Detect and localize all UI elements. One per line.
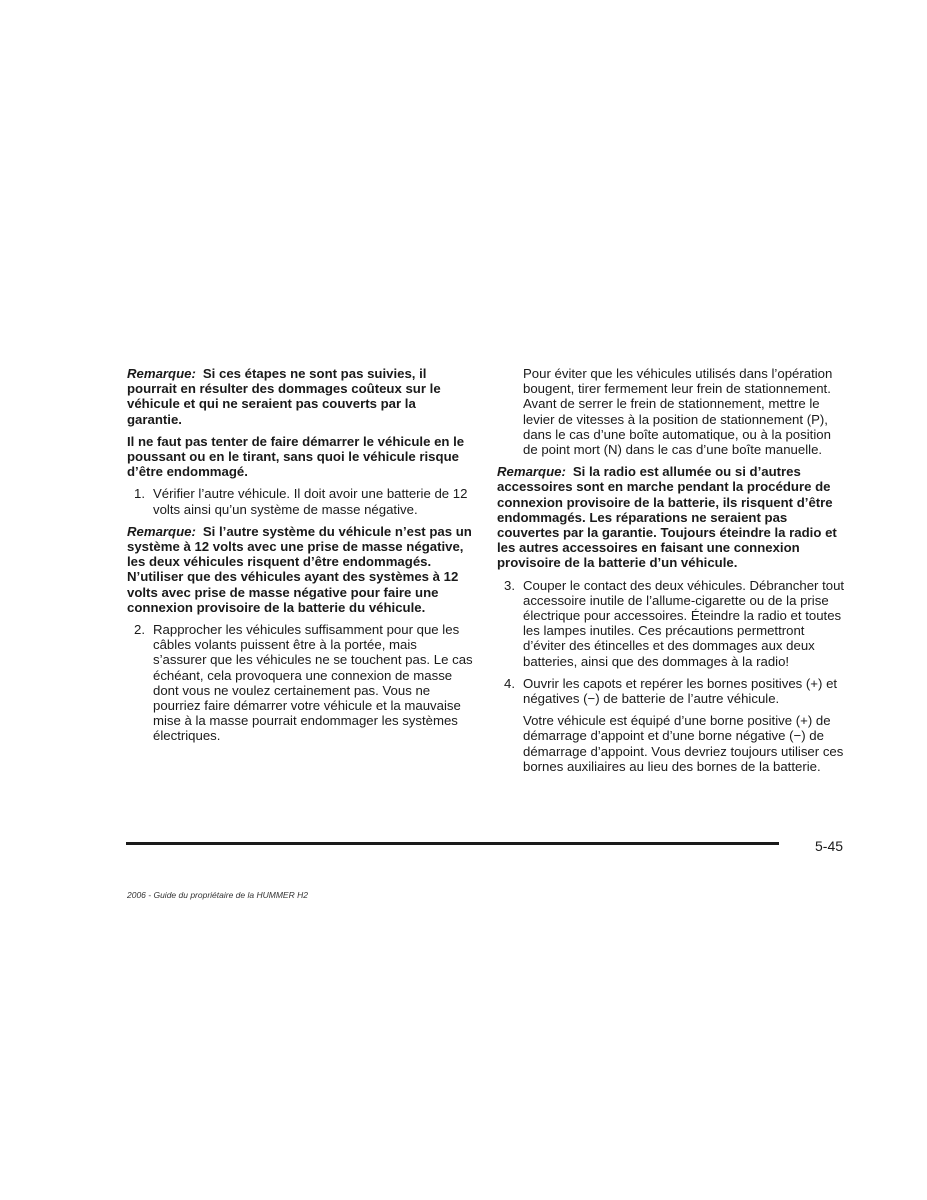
note-label: Remarque: xyxy=(127,366,196,381)
warning-paragraph: Il ne faut pas tenter de faire démarrer le véhicule en le poussant ou en le tirant, sans quoi le véhicule risque d’être endommagé. xyxy=(127,433,465,480)
step-item-1 xyxy=(127,486,473,516)
note-text: Si ces étapes ne sont pas suivies, il pourrait en résulter des dommages coûteux sur le véhicule et qui ne seraient pas couverts par la garantie. xyxy=(127,366,441,427)
note-label: Remarque: xyxy=(127,523,196,539)
step-continuation: Pour éviter que les véhicules utilisés dans l’opération bougent, tirer fermement leur frein de stationnement. Avant de serrer le frein de stationnement, mettre le levier de vitesses à la position de stationnement (P), dans le cas d’une boîte automatique, ou à la position de point mort (N) dans le cas d’une boîte manuelle. xyxy=(523,366,833,458)
step-number: 2. xyxy=(134,622,145,638)
note-label: Remarque: xyxy=(497,464,566,480)
step-item-4 xyxy=(497,676,845,706)
note-text: Si la radio est allumée ou si d’autres accessoires sont en marche pendant la procédure de connexion provisoire de la batterie, ils risquent d’être endommagés. Les réparations ne seraient pas couvertes par la garantie. Toujours éteindre la radio et les autres accessoires en faisant une connexion provisoire de la batterie d’un véhicule. xyxy=(497,464,837,571)
footer-text: 2006 - Guide du propriétaire de la HUMMER H2 xyxy=(127,890,308,900)
right-column xyxy=(497,366,845,781)
step-item-3 xyxy=(497,578,845,669)
step-detail: Votre véhicule est équipé d’une borne positive (+) de démarrage d’appoint et d’une borne négative (−) de démarrage d’appoint. Vous devriez toujours utiliser ces bornes auxiliaires au lieu des bornes de la batterie. xyxy=(523,713,844,774)
step-text: Couper le contact des deux véhicules. Débrancher tout accessoire inutile de l’allume-cigarette ou de la prise électrique pour accessoires. Éteindre la radio et toutes les lampes inutiles. Ces précautions permettront d’éviter des étincelles et des dommages aux deux batteries, ainsi que des dommages à la radio! xyxy=(523,577,845,669)
left-column xyxy=(127,366,473,751)
note-paragraph xyxy=(127,366,473,427)
step-text: Rapprocher les véhicules suffisamment pour que les câbles volants puissent être à la portée, mais s’assurer que les véhicules ne se touchent pas. Le cas échéant, cela provoquera une connexion de masse dont vous ne voulez certainement pas. Vous ne pourriez faire démarrer votre véhicule et la mauvaise mise à la masse pourrait endommager les systèmes électriques. xyxy=(153,622,473,744)
note-paragraph xyxy=(497,464,845,570)
page-number: 5-45 xyxy=(815,838,844,854)
horizontal-rule xyxy=(126,842,779,845)
note-text: Si l’autre système du véhicule n’est pas un système à 12 volts avec une prise de masse négative, les deux véhicules risquent d’être endommagés. N’utiliser que des véhicules ayant des systèmes à 12 volts avec prise de masse négative pour faire une connexion provisoire de la batterie du véhicule. xyxy=(127,523,472,615)
step-number: 3. xyxy=(504,577,515,593)
step-number: 1. xyxy=(134,486,145,502)
note-paragraph xyxy=(127,524,473,615)
step-number: 4. xyxy=(504,675,515,691)
step-text: Ouvrir les capots et repérer les bornes positives (+) et négatives (−) de batterie de l’autre véhicule. xyxy=(523,675,838,707)
step-item-2 xyxy=(127,622,473,744)
step-text: Vérifier l’autre véhicule. Il doit avoir une batterie de 12 volts ainsi qu’un système de masse négative. xyxy=(153,486,468,517)
